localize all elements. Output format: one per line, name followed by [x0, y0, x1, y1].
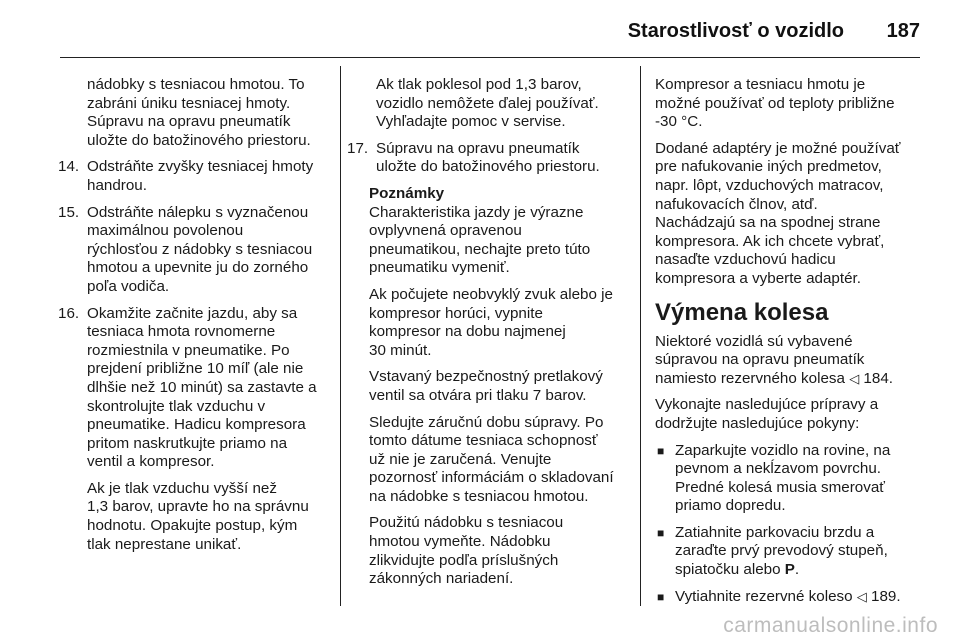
- section-paragraph: Vykonajte nasledujúce prípravy a dodržujte nasledujúce pokyny:: [655, 396, 879, 432]
- column-divider-left: [340, 66, 341, 606]
- watermark: carmanualsonline.info: [723, 614, 938, 637]
- column-divider-right: [640, 66, 641, 606]
- section-heading: Výmena kolesa: [655, 298, 829, 326]
- step-16-sub-paragraph: Ak je tlak vzduchu vyšší než 1,3 barov, upravte ho na správnu hodnotu. Opakujte postup, kým tlak neprestane unikať.: [87, 479, 309, 553]
- gear-label: P: [784, 561, 795, 579]
- page-reference: 189.: [871, 587, 901, 605]
- note-block: [369, 204, 631, 589]
- step-14: 14. Odstráňte zvyšky tesniacej hmoty handrou.: [58, 158, 314, 194]
- step-15: 15. Odstráňte nálepku s vyznačenou maximálnou povolenou rýchlosťou z nádobky s tesniacou hmotou a upevnite ju do zorného poľa vodiča.: [58, 203, 313, 295]
- page-number: 187: [886, 20, 920, 42]
- bullet-square-icon: ■: [657, 443, 665, 458]
- column-middle: [347, 76, 631, 597]
- step-number: 16.: [58, 304, 80, 322]
- body-paragraph: Kompresor a tesniacu hmotu je možné používať od teploty približne -30 °C.: [655, 76, 895, 131]
- body-paragraph: Dodané adaptéry je možné používať pre nafukovanie iných predmetov, napr. lôpt, vzduchových matracov, nafukovacích člnov, atď. Nachádzajú sa na spodnej strane kompresora. Ak ich chcete vybrať, nasaďte vzduchovú hadicu kompresora a vyberte adaptér.: [655, 139, 901, 287]
- step-17: 17. Súpravu na opravu pneumatík uložte do batožinového priestoru.: [347, 139, 600, 176]
- column-left: [58, 76, 327, 562]
- column-right: [655, 76, 923, 614]
- note-paragraph: Ak počujete neobvyklý zvuk alebo je kompresor horúci, vypnite kompresor na dobu najmenej 30 minút.: [369, 285, 613, 359]
- step-16: 16. Okamžite začnite jazdu, aby sa tesniaca hmota rovnomerne rozmiestnila v pneumatike. Po prejdení približne 10 míľ (ale nie dlhšie než 10 minút) sa zastavte a skontrolujte tlak vzduchu v pneumatike. Hadicu kompresora pritom naskrutkujte priamo na ventil a kompresor.: [58, 304, 317, 471]
- intro-paragraph: nádobky s tesniacou hmotou. To zabráni úniku tesniacej hmoty. Súpravu na opravu pneumatík uložte do batožinového priestoru.: [87, 76, 311, 149]
- page-reference-icon: ◁: [856, 588, 867, 604]
- bullet-square-icon: ■: [657, 589, 665, 604]
- bullet-item: ■ Zaparkujte vozidlo na rovine, na pevnom a nekĺzavom povrchu. Predné kolesá musia smerovať priamo dopredu.: [657, 441, 891, 515]
- page-reference: 184.: [863, 369, 893, 387]
- step-number: 17.: [347, 139, 369, 157]
- page-header: [0, 0, 960, 66]
- step-number: 15.: [58, 203, 80, 221]
- note-paragraph: Použitú nádobku s tesniacou hmotou vymeňte. Nádobku zlikvidujte podľa príslušných zákonných nariadení.: [369, 514, 564, 588]
- step-number: 14.: [58, 158, 80, 176]
- section-paragraph: Niektoré vozidlá sú vybavené súpravou na opravu pneumatík namiesto rezervného kolesa ◁ 184.: [655, 332, 893, 387]
- page-reference-icon: ◁: [849, 370, 860, 386]
- note-paragraph: Sledujte záručnú dobu súpravy. Po tomto dátume tesniaca schopnosť už nie je zaručená. Venujte pozornosť informáciám o skladovaní na nádobke s tesniacou hmotou.: [369, 413, 614, 505]
- continued-paragraph: Ak tlak poklesol pod 1,3 barov, vozidlo nemôžete ďalej používať. Vyhľadajte pomoc v servise.: [376, 76, 599, 131]
- bullet-item: ■ Vytiahnite rezervné koleso ◁ 189.: [657, 587, 901, 605]
- page-title: Starostlivosť o vozidlo: [627, 20, 844, 42]
- note-paragraph: Vstavaný bezpečnostný pretlakový ventil sa otvára pri tlaku 7 barov.: [369, 368, 603, 404]
- note-heading: Poznámky: [369, 184, 445, 202]
- bullet-square-icon: ■: [657, 525, 665, 540]
- bullet-item: ■ Zatiahnite parkovaciu brzdu a zaraďte prvý prevodový stupeň, spiatočku alebo P.: [657, 523, 888, 579]
- note-paragraph: Charakteristika jazdy je výrazne ovplyvnená opravenou pneumatikou, nechajte preto túto pneumatiku vymeniť.: [369, 203, 591, 277]
- header-divider: [60, 57, 920, 58]
